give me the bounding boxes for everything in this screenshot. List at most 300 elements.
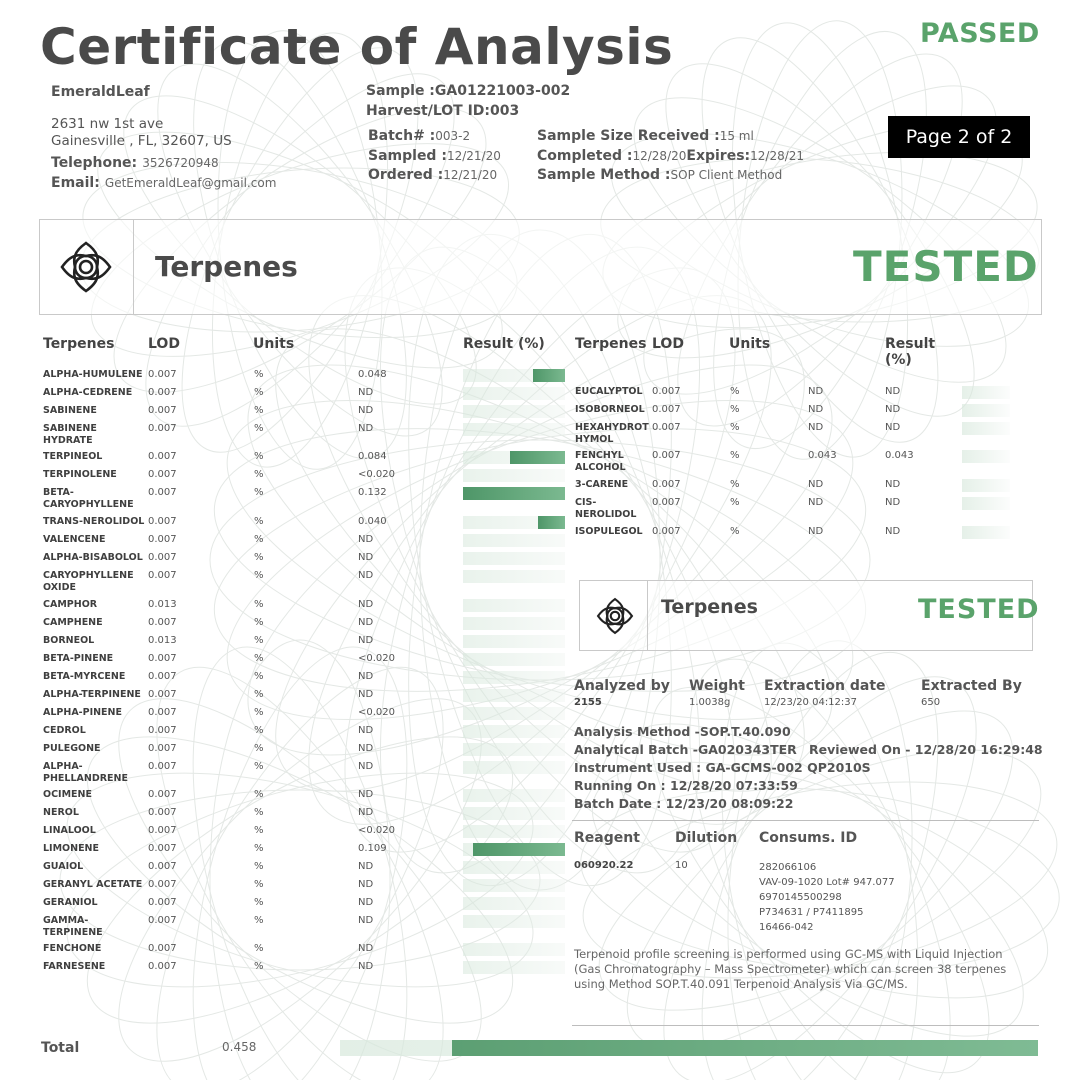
terpene-name [43, 761, 128, 785]
unit-value: % [254, 387, 264, 398]
unit-value: % [254, 552, 264, 563]
result-bar [463, 653, 565, 666]
result-value: 0.048 [358, 369, 387, 380]
terpene-name-line: SABINENE [43, 405, 97, 416]
unit-value: % [730, 386, 740, 397]
terpene-name [43, 843, 99, 855]
lod-value: 0.007 [148, 451, 177, 462]
lod-value: 0.007 [148, 825, 177, 836]
terpene-name-line: LINALOOL [43, 825, 96, 836]
terpene-name [43, 599, 97, 611]
result-value: ND [808, 497, 824, 508]
lod-value: 0.007 [148, 653, 177, 664]
lod-value: 0.007 [148, 469, 177, 480]
terpene-name [43, 943, 101, 955]
unit-value: % [254, 789, 264, 800]
terpene-name-line: BORNEOL [43, 635, 95, 646]
unit-value: % [254, 369, 264, 380]
result-value: ND [358, 915, 374, 926]
terpene-name-line: GERANIOL [43, 897, 98, 908]
subpanel-separator [647, 581, 648, 650]
terpene-name-line: CAMPHOR [43, 599, 98, 610]
lod-value: 0.007 [148, 617, 177, 628]
terpene-name [43, 617, 103, 629]
lod-value: 0.007 [148, 897, 177, 908]
terpene-name [43, 743, 101, 755]
analytical-batch: Analytical Batch -GA020343TER [574, 742, 797, 757]
result-bar [463, 671, 565, 684]
unit-value: % [254, 534, 264, 545]
terpene-name-line: ALPHA-BISABOLOL [43, 552, 143, 563]
total-label: Total [41, 1040, 80, 1056]
terpene-name-line: ALPHA-HUMULENE [43, 369, 143, 380]
result-value: <0.020 [358, 653, 396, 664]
result-bar [463, 789, 565, 802]
result-percent-value: ND [885, 404, 901, 415]
unit-value: % [254, 599, 264, 610]
page-indicator: Page 2 of 2 [888, 116, 1030, 158]
result-bar [463, 725, 565, 738]
divider [572, 820, 1039, 821]
result-bar [463, 707, 565, 720]
terpene-name [43, 861, 83, 873]
result-value: ND [358, 897, 374, 908]
batch-label: Batch# : [368, 128, 436, 144]
divider [572, 1025, 1039, 1026]
result-bar [962, 526, 1010, 539]
subpanel-tested-status: TESTED [918, 594, 1040, 625]
lod-value: 0.007 [148, 743, 177, 754]
terpene-name-line: ALPHA- [43, 761, 83, 772]
consums-item: P734631 / P7411895 [759, 907, 864, 918]
result-bar [962, 422, 1010, 435]
result-value: ND [358, 689, 374, 700]
lod-value: 0.007 [148, 789, 177, 800]
terpene-name-line: NEROLIDOL [575, 509, 637, 520]
unit-value: % [254, 861, 264, 872]
unit-value: % [254, 843, 264, 854]
lod-value: 0.013 [148, 635, 177, 646]
consums-item: 6970145500298 [759, 892, 842, 903]
terpene-name-line: SABINENE [43, 423, 97, 434]
result-percent-value: ND [885, 526, 901, 537]
lod-value: 0.007 [148, 961, 177, 972]
result-value: ND [358, 961, 374, 972]
analyzed-by-label: Analyzed by [574, 678, 670, 694]
email-value: GetEmeraldLeaf@gmail.com [104, 176, 277, 190]
extracted-by-value: 650 [921, 697, 941, 708]
subpanel-title: Terpenes [661, 596, 758, 618]
lod-value: 0.007 [148, 671, 177, 682]
terpene-name-line: ISOPULEGOL [575, 526, 643, 537]
terpene-name-line: EUCALYPTOL [575, 386, 643, 397]
expires-value: 12/28/21 [750, 149, 805, 163]
passed-status: PASSED [920, 18, 1040, 49]
terpene-name [575, 450, 626, 474]
terpene-name-line: HYDRATE [43, 435, 93, 446]
terpene-name-line: TRANS-NEROLIDOL [43, 516, 145, 527]
terpene-name-line: VALENCENE [43, 534, 106, 545]
consums-item: VAV-09-1020 Lot# 947.077 [759, 877, 895, 888]
weight-value: 1.0038g [689, 697, 731, 708]
ordered-label: Ordered : [368, 167, 444, 183]
result-bar [463, 897, 565, 910]
result-bar [962, 479, 1010, 492]
harvest-label: Harvest/LOT ID: [366, 103, 491, 119]
unit-value: % [254, 915, 264, 926]
terpene-name-line: BETA-MYRCENE [43, 671, 126, 682]
result-value: ND [358, 570, 374, 581]
unit-value: % [730, 526, 740, 537]
result-value: ND [358, 861, 374, 872]
result-percent-value: 0.043 [885, 450, 914, 461]
total-bar-fill [452, 1040, 1038, 1056]
terpene-name [43, 653, 113, 665]
left-header-result: Result (%) [463, 336, 545, 352]
lod-value: 0.007 [148, 861, 177, 872]
terpene-name [575, 479, 628, 491]
lod-value: 0.007 [652, 422, 681, 433]
terpene-name-line: TERPINEOL [43, 451, 103, 462]
terpene-name [575, 404, 645, 416]
lod-value: 0.007 [148, 761, 177, 772]
result-value: ND [358, 534, 374, 545]
dilution-value: 10 [675, 860, 688, 871]
result-bar [463, 689, 565, 702]
method-note-line: using Method SOP.T.40.091 Terpenoid Analysis Via GC/MS. [574, 977, 908, 991]
terpene-name-line: HEXAHYDROT [575, 422, 649, 433]
result-value: ND [808, 526, 824, 537]
harvest-value: 003 [490, 103, 520, 119]
result-value: ND [358, 807, 374, 818]
result-bar [463, 915, 565, 928]
terpene-name-line: GAMMA- [43, 915, 89, 926]
result-value: ND [358, 725, 374, 736]
unit-value: % [254, 570, 264, 581]
sampled-label: Sampled : [368, 148, 447, 164]
terpene-name-line: FENCHYL [575, 450, 624, 461]
terpene-name [43, 789, 92, 801]
terpene-name-line: HYMOL [575, 434, 614, 445]
unit-value: % [254, 879, 264, 890]
terpene-name-line: BETA-PINENE [43, 653, 114, 664]
right-header-terpenes: Terpenes [575, 336, 647, 352]
result-bar [463, 961, 565, 974]
terpene-name-line: ALPHA-CEDRENE [43, 387, 133, 398]
result-bar [463, 617, 565, 630]
right-header-lod: LOD [652, 336, 684, 352]
result-percent-value: ND [885, 497, 901, 508]
result-value: 0.132 [358, 487, 387, 498]
unit-value: % [254, 516, 264, 527]
result-value: <0.020 [358, 707, 396, 718]
terpene-name [43, 915, 103, 939]
method-note-line: (Gas Chromatography – Mass Spectrometer) which can screen 38 terpenes [574, 962, 1007, 976]
result-bar [463, 807, 565, 820]
result-bar [463, 825, 565, 838]
terpene-name [43, 961, 105, 973]
result-value: <0.020 [358, 469, 396, 480]
running-on: Running On : 12/28/20 07:33:59 [574, 778, 798, 793]
terpene-name [575, 386, 643, 398]
unit-value: % [730, 497, 740, 508]
result-value: ND [358, 423, 374, 434]
unit-value: % [254, 671, 264, 682]
ordered-value: 12/21/20 [443, 168, 498, 182]
result-value: 0.043 [808, 450, 837, 461]
terpene-name-line: GERANYL ACETATE [43, 879, 143, 890]
unit-value: % [254, 451, 264, 462]
result-bar [463, 879, 565, 892]
unit-value: % [254, 725, 264, 736]
reagent-header: Reagent [574, 830, 640, 846]
result-bar [962, 386, 1010, 399]
terpene-name-line: FENCHONE [43, 943, 102, 954]
unit-value: % [254, 469, 264, 480]
unit-value: % [254, 943, 264, 954]
lod-value: 0.007 [652, 404, 681, 415]
lod-value: 0.007 [148, 879, 177, 890]
terpenes-subpanel [579, 580, 1040, 651]
result-value: ND [358, 789, 374, 800]
lod-value: 0.007 [148, 552, 177, 563]
terpene-name-line: ALPHA-TERPINENE [43, 689, 141, 700]
terpene-name-line: OXIDE [43, 582, 76, 593]
terpene-name-line: GUAIOL [43, 861, 84, 872]
extraction-date-label: Extraction date [764, 678, 886, 694]
lod-value: 0.007 [148, 807, 177, 818]
size-value: 15 ml [719, 129, 754, 143]
result-bar [463, 635, 565, 648]
lod-value: 0.007 [148, 915, 177, 926]
result-bar [463, 743, 565, 756]
unit-value: % [254, 897, 264, 908]
sample-label: Sample : [366, 83, 435, 99]
lod-value: 0.007 [652, 479, 681, 490]
telephone-value: 3526720948 [142, 156, 219, 170]
result-bar [463, 843, 565, 856]
unit-value: % [254, 423, 264, 434]
extracted-by-label: Extracted By [921, 678, 1022, 694]
result-bar [962, 497, 1010, 510]
analyzed-by-value: 2155 [574, 697, 602, 708]
total-bar [340, 1040, 1038, 1056]
size-label: Sample Size Received : [537, 128, 720, 144]
terpene-name-line: LIMONENE [43, 843, 99, 854]
terpene-name-line: PULEGONE [43, 743, 101, 754]
terpene-name-line: NEROL [43, 807, 79, 818]
terpene-name-line: CARYOPHYLLENE [43, 499, 134, 510]
terpene-name-line: ALPHA-PINENE [43, 707, 122, 718]
method-value: SOP Client Method [670, 168, 783, 182]
result-value: ND [808, 404, 824, 415]
result-value: ND [358, 599, 374, 610]
terpene-name [575, 497, 636, 521]
page-title: Certificate of Analysis [40, 18, 674, 76]
terpene-name [43, 825, 96, 837]
reviewed-on: Reviewed On - 12/28/20 16:29:48 [809, 742, 1043, 757]
unit-value: % [254, 689, 264, 700]
result-bar [962, 404, 1010, 417]
tested-status: TESTED [853, 242, 1039, 291]
terpene-name-line: ALCOHOL [575, 462, 626, 473]
unit-value: % [254, 761, 264, 772]
left-header-lod: LOD [148, 336, 180, 352]
result-value: 0.084 [358, 451, 387, 462]
reagent-value: 060920.22 [574, 860, 634, 871]
right-header-units: Units [729, 336, 771, 352]
unit-value: % [254, 635, 264, 646]
lod-value: 0.007 [148, 423, 177, 434]
terpene-name-line: FARNESENE [43, 961, 106, 972]
result-value: ND [358, 405, 374, 416]
result-percent-value: ND [885, 422, 901, 433]
method-label: Sample Method : [537, 167, 671, 183]
lod-value: 0.013 [148, 599, 177, 610]
result-percent-value: ND [885, 479, 901, 490]
result-value: ND [358, 671, 374, 682]
sampled-value: 12/21/20 [446, 149, 501, 163]
terpene-name [43, 897, 98, 909]
lod-value: 0.007 [148, 570, 177, 581]
result-value: ND [358, 552, 374, 563]
terpene-name-line: TERPINENE [43, 927, 103, 938]
terpene-name [43, 807, 79, 819]
terpene-name [575, 422, 649, 446]
panel-title: Terpenes [155, 250, 298, 283]
expires-label: Expires: [686, 148, 751, 164]
lod-value: 0.007 [148, 369, 177, 380]
terpene-name [43, 725, 86, 737]
method-note-line: Terpenoid profile screening is performed using GC-MS with Liquid Injection [574, 947, 1003, 961]
lod-value: 0.007 [652, 450, 681, 461]
result-value: ND [808, 422, 824, 433]
result-value: ND [808, 479, 824, 490]
terpene-name-line: CARYOPHYLLENE [43, 570, 134, 581]
terpene-name [43, 879, 142, 891]
result-value: ND [358, 387, 374, 398]
terpene-name-line: CAMPHENE [43, 617, 103, 628]
lod-value: 0.007 [148, 387, 177, 398]
extraction-date-value: 12/23/20 04:12:37 [764, 697, 858, 708]
terpene-name-line: BETA- [43, 487, 74, 498]
result-value: ND [358, 617, 374, 628]
dilution-header: Dilution [675, 830, 738, 846]
right-header-result: Result [885, 336, 936, 352]
unit-value: % [730, 450, 740, 461]
lod-value: 0.007 [148, 707, 177, 718]
lod-value: 0.007 [148, 689, 177, 700]
result-value: 0.040 [358, 516, 387, 527]
terpene-name [43, 707, 122, 719]
unit-value: % [730, 404, 740, 415]
method-note [574, 947, 1006, 992]
lod-value: 0.007 [148, 405, 177, 416]
terpene-name-line: PHELLANDRENE [43, 773, 128, 784]
instrument-used: Instrument Used : GA-GCMS-002 QP2010S [574, 760, 871, 775]
result-value: ND [358, 879, 374, 890]
result-value: <0.020 [358, 825, 396, 836]
lod-value: 0.007 [148, 516, 177, 527]
unit-value: % [730, 422, 740, 433]
terpene-name-line: CIS- [575, 497, 597, 508]
lod-value: 0.007 [148, 487, 177, 498]
left-header-terpenes: Terpenes [43, 336, 115, 352]
result-value: ND [358, 761, 374, 772]
total-value: 0.458 [222, 1040, 257, 1054]
terpene-name-line: OCIMENE [43, 789, 92, 800]
lod-value: 0.007 [148, 725, 177, 736]
result-value: 0.109 [358, 843, 387, 854]
terpene-name [43, 689, 141, 701]
result-bar-fill [473, 843, 565, 856]
batch-date: Batch Date : 12/23/20 08:09:22 [574, 796, 794, 811]
result-bar [463, 943, 565, 956]
unit-value: % [730, 479, 740, 490]
email-label: Email: [51, 175, 100, 191]
consums-item: 16466-042 [759, 922, 814, 933]
terpene-name [43, 635, 94, 647]
unit-value: % [254, 825, 264, 836]
result-bar [962, 450, 1010, 463]
terpene-name-line: TERPINOLENE [43, 469, 117, 480]
terpene-name [43, 671, 125, 683]
unit-value: % [254, 487, 264, 498]
terpene-name-line: 3-CARENE [575, 479, 629, 490]
unit-value: % [254, 707, 264, 718]
result-bar [463, 599, 565, 612]
lod-value: 0.007 [148, 943, 177, 954]
lod-value: 0.007 [148, 843, 177, 854]
lod-value: 0.007 [148, 534, 177, 545]
sample-value: GA01221003-002 [434, 83, 571, 99]
unit-value: % [254, 653, 264, 664]
weight-label: Weight [689, 678, 745, 694]
lod-value: 0.007 [652, 386, 681, 397]
completed-value: 12/28/20 [632, 149, 687, 163]
terpene-name-line: CEDROL [43, 725, 86, 736]
unit-value: % [254, 743, 264, 754]
result-percent-value: ND [885, 386, 901, 397]
unit-value: % [254, 405, 264, 416]
lod-value: 0.007 [652, 526, 681, 537]
unit-value: % [254, 961, 264, 972]
lab-address-line1: 2631 nw 1st ave [51, 116, 164, 132]
consums-item: 282066106 [759, 862, 817, 873]
left-header-units: Units [253, 336, 295, 352]
result-value: ND [808, 386, 824, 397]
lab-address-line2: Gainesville , FL, 32607, US [51, 133, 232, 149]
right-header-result-unit: (%) [885, 352, 912, 368]
result-bar [463, 861, 565, 874]
consums-list [759, 860, 895, 935]
unit-value: % [254, 617, 264, 628]
result-value: ND [358, 943, 374, 954]
terpene-name [575, 526, 643, 538]
batch-value: 003-2 [435, 129, 471, 143]
completed-label: Completed : [537, 148, 633, 164]
result-value: ND [358, 743, 374, 754]
unit-value: % [254, 807, 264, 818]
flower-icon [591, 592, 639, 640]
consums-header: Consums. ID [759, 830, 858, 846]
lod-value: 0.007 [652, 497, 681, 508]
analysis-method: Analysis Method -SOP.T.40.090 [574, 724, 791, 739]
result-bar [463, 761, 565, 774]
terpene-name-line: ISOBORNEOL [575, 404, 645, 415]
telephone-label: Telephone: [51, 155, 138, 171]
lab-name: EmeraldLeaf [51, 84, 150, 100]
